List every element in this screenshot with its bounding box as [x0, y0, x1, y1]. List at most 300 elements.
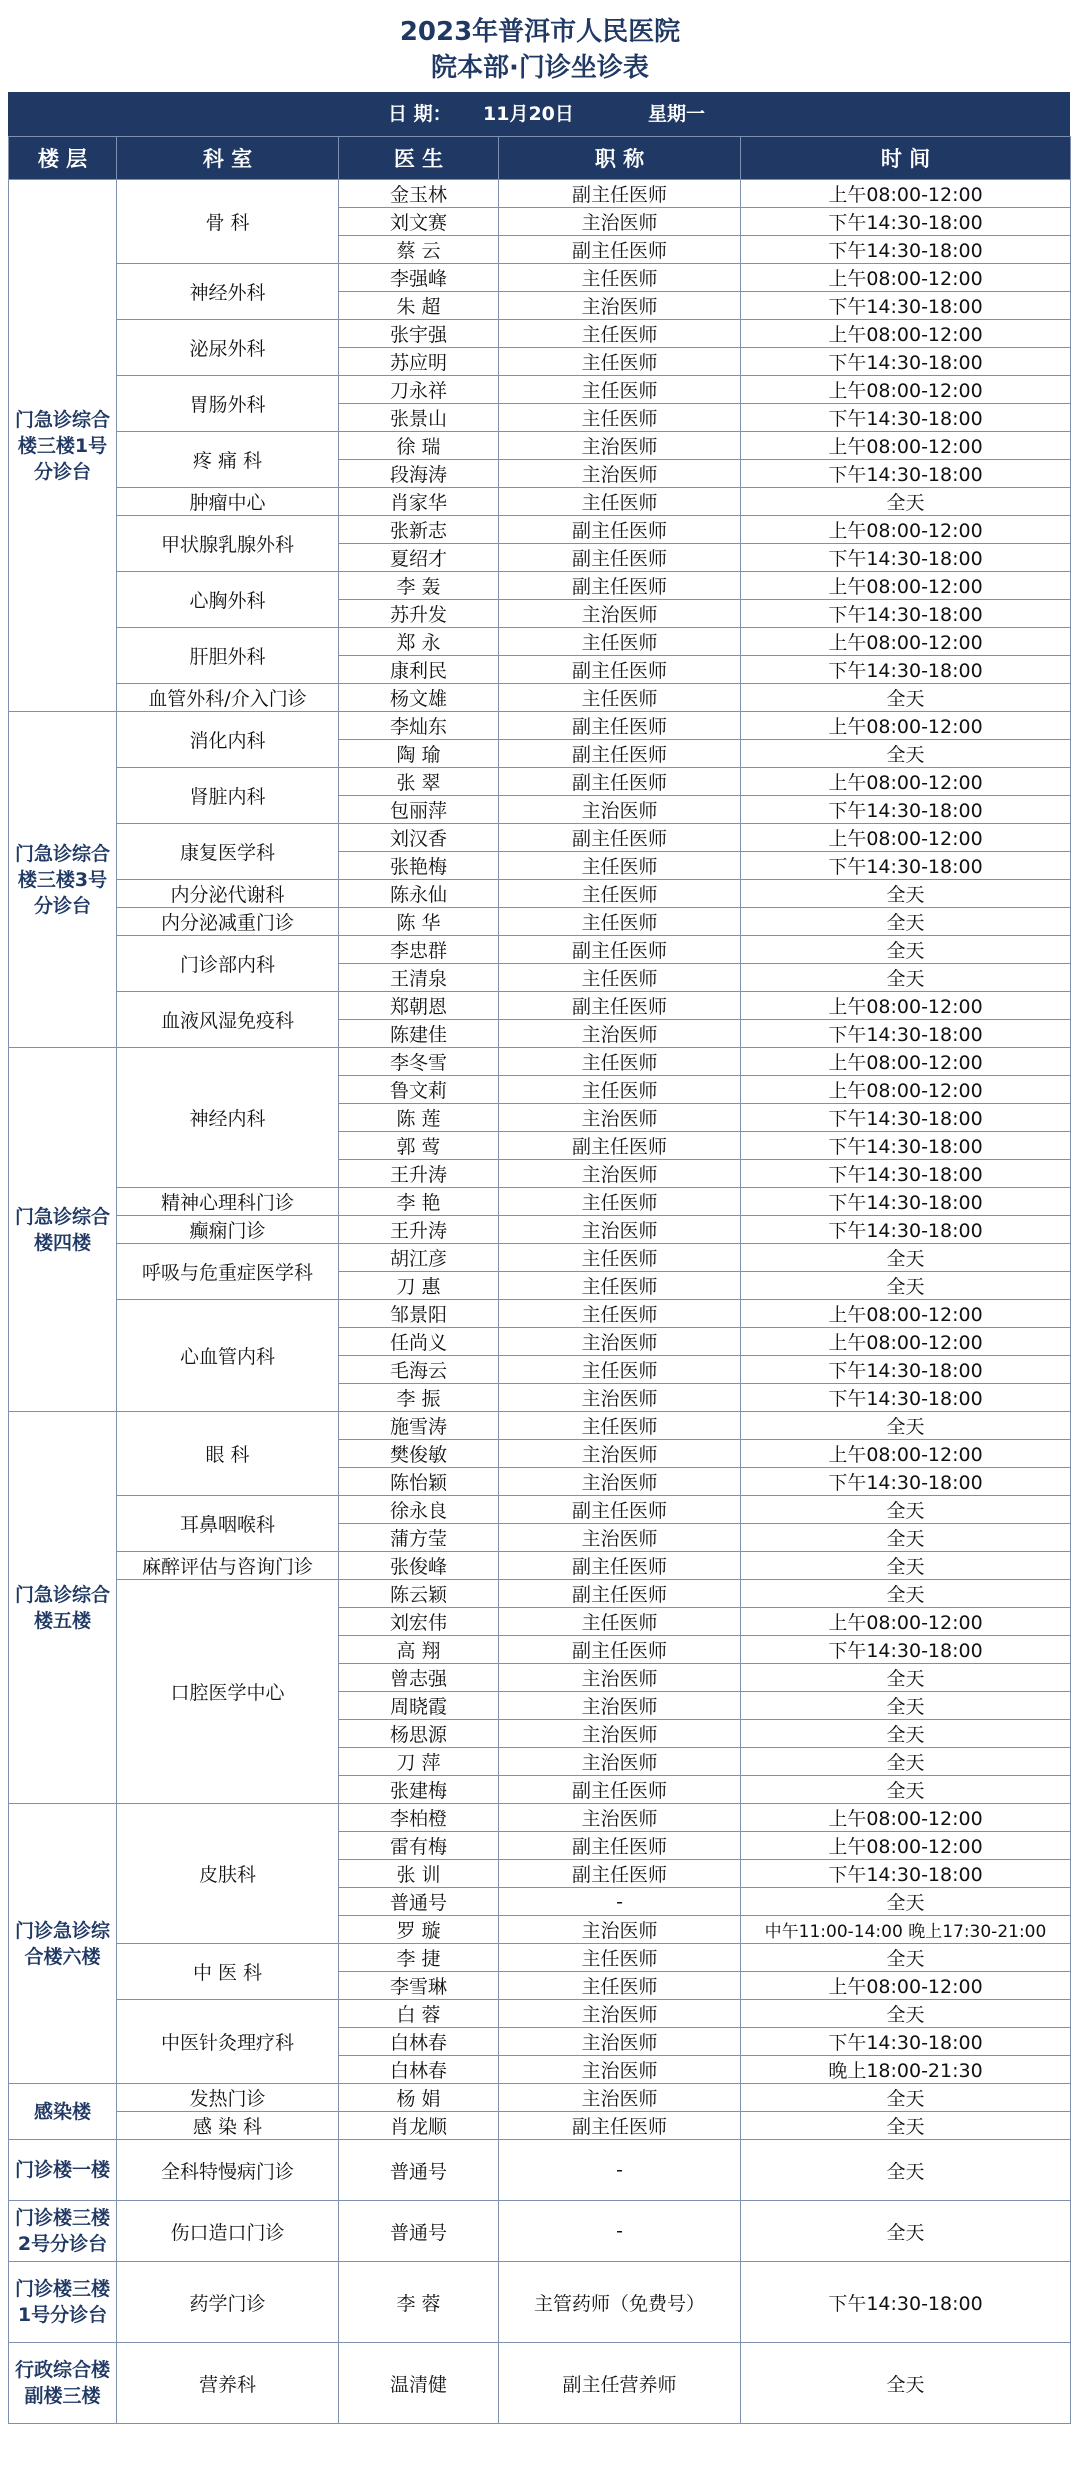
- table-row: [9, 2262, 1071, 2343]
- title-cell: 主治医师: [499, 1664, 741, 1692]
- department-cell: 感 染 科: [117, 2112, 339, 2140]
- title-cell: 副主任医师: [499, 1832, 741, 1860]
- time-cell: 全天: [741, 1552, 1071, 1580]
- title-cell: 主治医师: [499, 1328, 741, 1356]
- title-cell: 主管药师（免费号）: [499, 2262, 741, 2343]
- time-cell: 下午14:30-18:00: [741, 348, 1071, 376]
- department-cell: 骨 科: [117, 180, 339, 264]
- doctor-cell: 普通号: [339, 2201, 499, 2262]
- table-row: [9, 1244, 1071, 1272]
- table-row: [9, 936, 1071, 964]
- table-row: [9, 2343, 1071, 2424]
- table-row: [9, 1188, 1071, 1216]
- date-value: 11月20日: [483, 103, 574, 125]
- doctor-cell: 李 轰: [339, 572, 499, 600]
- title-cell: 副主任医师: [499, 572, 741, 600]
- title-cell: 副主任医师: [499, 740, 741, 768]
- time-cell: 上午08:00-12:00: [741, 1328, 1071, 1356]
- time-cell: 全天: [741, 1496, 1071, 1524]
- doctor-cell: 张俊峰: [339, 1552, 499, 1580]
- doctor-cell: 李雪琳: [339, 1972, 499, 2000]
- title-cell: 主任医师: [499, 1272, 741, 1300]
- title-cell: 主治医师: [499, 1748, 741, 1776]
- time-cell: 上午08:00-12:00: [741, 572, 1071, 600]
- title-cell: 主治医师: [499, 2028, 741, 2056]
- time-cell: 上午08:00-12:00: [741, 992, 1071, 1020]
- title-cell: 副主任医师: [499, 236, 741, 264]
- title-cell: 副主任医师: [499, 516, 741, 544]
- time-cell: 全天: [741, 2112, 1071, 2140]
- doctor-cell: 张 翠: [339, 768, 499, 796]
- title-cell: 主任医师: [499, 880, 741, 908]
- title-cell: 副主任医师: [499, 824, 741, 852]
- floor-cell: 门诊楼三楼2号分诊台: [9, 2201, 117, 2262]
- title-cell: 主任医师: [499, 964, 741, 992]
- doctor-cell: 郑 永: [339, 628, 499, 656]
- doctor-cell: 鲁文莉: [339, 1076, 499, 1104]
- table-row: [9, 2201, 1071, 2262]
- time-cell: 下午14:30-18:00: [741, 208, 1071, 236]
- weekday-label: 星期一: [648, 103, 706, 125]
- department-cell: 门诊部内科: [117, 936, 339, 992]
- doctor-cell: 雷有梅: [339, 1832, 499, 1860]
- department-cell: 甲状腺乳腺外科: [117, 516, 339, 572]
- time-cell: 下午14:30-18:00: [741, 600, 1071, 628]
- department-cell: 肿瘤中心: [117, 488, 339, 516]
- title-cell: 主任医师: [499, 1300, 741, 1328]
- title-cell: 副主任医师: [499, 992, 741, 1020]
- title-cell: 副主任医师: [499, 1580, 741, 1608]
- title-cell: 副主任医师: [499, 1132, 741, 1160]
- table-row: [9, 2084, 1071, 2112]
- title-cell: 主任医师: [499, 1048, 741, 1076]
- time-cell: 上午08:00-12:00: [741, 768, 1071, 796]
- time-cell: 下午14:30-18:00: [741, 1132, 1071, 1160]
- department-cell: 泌尿外科: [117, 320, 339, 376]
- time-cell: 晚上18:00-21:30: [741, 2056, 1071, 2084]
- doctor-cell: 康利民: [339, 656, 499, 684]
- floor-cell: 门诊急诊综合楼六楼: [9, 1804, 117, 2084]
- time-cell: 下午14:30-18:00: [741, 1104, 1071, 1132]
- department-cell: 血管外科/介入门诊: [117, 684, 339, 712]
- title-cell: 主治医师: [499, 460, 741, 488]
- title-cell: 副主任医师: [499, 1636, 741, 1664]
- title-cell: 主治医师: [499, 1468, 741, 1496]
- title-cell: 主治医师: [499, 1216, 741, 1244]
- time-cell: 下午14:30-18:00: [741, 292, 1071, 320]
- doctor-cell: 陈永仙: [339, 880, 499, 908]
- title-cell: 副主任营养师: [499, 2343, 741, 2424]
- doctor-cell: 毛海云: [339, 1356, 499, 1384]
- title-cell: 主治医师: [499, 1384, 741, 1412]
- title-cell: -: [499, 2140, 741, 2201]
- doctor-cell: 高 翔: [339, 1636, 499, 1664]
- department-cell: 胃肠外科: [117, 376, 339, 432]
- table-row: [9, 376, 1071, 404]
- doctor-cell: 刘宏伟: [339, 1608, 499, 1636]
- time-cell: 下午14:30-18:00: [741, 2262, 1071, 2343]
- doctor-cell: 金玉林: [339, 180, 499, 208]
- doctor-cell: 刘文赛: [339, 208, 499, 236]
- doctor-cell: 周晓霞: [339, 1692, 499, 1720]
- doctor-cell: 张新志: [339, 516, 499, 544]
- title-cell: 主治医师: [499, 2084, 741, 2112]
- doctor-cell: 朱 超: [339, 292, 499, 320]
- time-cell: 下午14:30-18:00: [741, 1160, 1071, 1188]
- title-cell: 主任医师: [499, 404, 741, 432]
- department-cell: 耳鼻咽喉科: [117, 1496, 339, 1552]
- department-cell: 全科特慢病门诊: [117, 2140, 339, 2201]
- doctor-cell: 李强峰: [339, 264, 499, 292]
- floor-cell: 门诊楼三楼1号分诊台: [9, 2262, 117, 2343]
- time-cell: 上午08:00-12:00: [741, 516, 1071, 544]
- time-cell: 全天: [741, 2343, 1071, 2424]
- time-cell: 全天: [741, 1244, 1071, 1272]
- time-cell: 上午08:00-12:00: [741, 1804, 1071, 1832]
- title-cell: 主任医师: [499, 1244, 741, 1272]
- title-cell: 主治医师: [499, 796, 741, 824]
- time-cell: 全天: [741, 908, 1071, 936]
- doctor-cell: 陶 瑜: [339, 740, 499, 768]
- doctor-cell: 温清健: [339, 2343, 499, 2424]
- doctor-cell: 刀永祥: [339, 376, 499, 404]
- department-cell: 伤口造口门诊: [117, 2201, 339, 2262]
- time-cell: 全天: [741, 1720, 1071, 1748]
- title-cell: 副主任医师: [499, 180, 741, 208]
- title-cell: 主任医师: [499, 488, 741, 516]
- time-cell: 全天: [741, 1412, 1071, 1440]
- time-cell: 下午14:30-18:00: [741, 1188, 1071, 1216]
- table-body: [9, 180, 1071, 2424]
- time-cell: 全天: [741, 1524, 1071, 1552]
- doctor-cell: 蔡 云: [339, 236, 499, 264]
- doctor-cell: 陈建佳: [339, 1020, 499, 1048]
- time-cell: 全天: [741, 2000, 1071, 2028]
- time-cell: 全天: [741, 880, 1071, 908]
- time-cell: 上午08:00-12:00: [741, 1300, 1071, 1328]
- doctor-cell: 刘汉香: [339, 824, 499, 852]
- title-cell: 主治医师: [499, 2000, 741, 2028]
- time-cell: 全天: [741, 964, 1071, 992]
- doctor-cell: 夏绍才: [339, 544, 499, 572]
- time-cell: 上午08:00-12:00: [741, 1608, 1071, 1636]
- page-subtitle: 院本部·门诊坐诊表: [431, 53, 649, 83]
- department-cell: 癫痫门诊: [117, 1216, 339, 1244]
- department-cell: 神经外科: [117, 264, 339, 320]
- department-cell: 内分泌代谢科: [117, 880, 339, 908]
- title-cell: 副主任医师: [499, 1860, 741, 1888]
- time-cell: 下午14:30-18:00: [741, 2028, 1071, 2056]
- department-cell: 消化内科: [117, 712, 339, 768]
- table-row: [9, 1048, 1071, 1076]
- department-cell: 疼 痛 科: [117, 432, 339, 488]
- time-cell: 全天: [741, 1776, 1071, 1804]
- time-cell: 全天: [741, 1944, 1071, 1972]
- title-cell: 主任医师: [499, 376, 741, 404]
- doctor-cell: 张建梅: [339, 1776, 499, 1804]
- title-cell: -: [499, 2201, 741, 2262]
- title-cell: 主治医师: [499, 208, 741, 236]
- table-row: [9, 1412, 1071, 1440]
- title-cell: 主任医师: [499, 852, 741, 880]
- doctor-cell: 陈怡颖: [339, 1468, 499, 1496]
- table-row: [9, 768, 1071, 796]
- doctor-cell: 张景山: [339, 404, 499, 432]
- title-cell: 副主任医师: [499, 1776, 741, 1804]
- title-cell: 主治医师: [499, 1804, 741, 1832]
- doctor-cell: 包丽萍: [339, 796, 499, 824]
- time-cell: 上午08:00-12:00: [741, 824, 1071, 852]
- doctor-cell: 郭 莺: [339, 1132, 499, 1160]
- department-cell: 康复医学科: [117, 824, 339, 880]
- doctor-cell: 张艳梅: [339, 852, 499, 880]
- time-cell: 下午14:30-18:00: [741, 656, 1071, 684]
- time-cell: 下午14:30-18:00: [741, 404, 1071, 432]
- title-cell: 主治医师: [499, 1916, 741, 1944]
- title-cell: 主治医师: [499, 1104, 741, 1132]
- doctor-cell: 苏升发: [339, 600, 499, 628]
- date-label: 日 期：: [388, 103, 452, 125]
- doctor-cell: 白林春: [339, 2028, 499, 2056]
- date-bar: [8, 92, 1070, 136]
- time-cell: 下午14:30-18:00: [741, 1216, 1071, 1244]
- doctor-cell: 李忠群: [339, 936, 499, 964]
- title-cell: 主治医师: [499, 600, 741, 628]
- time-cell: 下午14:30-18:00: [741, 544, 1071, 572]
- table-row: [9, 516, 1071, 544]
- title-cell: 主任医师: [499, 628, 741, 656]
- doctor-cell: 任尚义: [339, 1328, 499, 1356]
- time-cell: 全天: [741, 1580, 1071, 1608]
- time-cell: 全天: [741, 1748, 1071, 1776]
- doctor-cell: 段海涛: [339, 460, 499, 488]
- title-cell: 主任医师: [499, 908, 741, 936]
- title-cell: 主任医师: [499, 1944, 741, 1972]
- time-cell: 下午14:30-18:00: [741, 1356, 1071, 1384]
- doctor-cell: 徐 瑞: [339, 432, 499, 460]
- time-cell: 全天: [741, 1272, 1071, 1300]
- doctor-cell: 杨思源: [339, 1720, 499, 1748]
- doctor-cell: 普通号: [339, 2140, 499, 2201]
- time-cell: 上午08:00-12:00: [741, 264, 1071, 292]
- time-cell: 上午08:00-12:00: [741, 376, 1071, 404]
- floor-cell: 门急诊综合楼五楼: [9, 1412, 117, 1804]
- doctor-cell: 李灿东: [339, 712, 499, 740]
- title-cell: 主任医师: [499, 348, 741, 376]
- doctor-cell: 白 蓉: [339, 2000, 499, 2028]
- department-cell: 心胸外科: [117, 572, 339, 628]
- title-cell: 主任医师: [499, 1608, 741, 1636]
- department-cell: 血液风湿免疫科: [117, 992, 339, 1048]
- doctor-cell: 徐永良: [339, 1496, 499, 1524]
- table-row: [9, 712, 1071, 740]
- doctor-cell: 普通号: [339, 1888, 499, 1916]
- table-row: [9, 1216, 1071, 1244]
- doctor-cell: 樊俊敏: [339, 1440, 499, 1468]
- title-cell: 副主任医师: [499, 936, 741, 964]
- table-header-row: [9, 137, 1071, 180]
- title-cell: 主任医师: [499, 1188, 741, 1216]
- table-row: [9, 264, 1071, 292]
- time-cell: 下午14:30-18:00: [741, 1384, 1071, 1412]
- title-cell: 主治医师: [499, 1524, 741, 1552]
- table-row: [9, 572, 1071, 600]
- doctor-cell: 张宇强: [339, 320, 499, 348]
- time-cell: 下午14:30-18:00: [741, 1468, 1071, 1496]
- time-cell: 上午08:00-12:00: [741, 1440, 1071, 1468]
- column-header-floor: 楼 层: [9, 137, 117, 180]
- title-cell: 副主任医师: [499, 544, 741, 572]
- doctor-cell: 李 捷: [339, 1944, 499, 1972]
- department-cell: 眼 科: [117, 1412, 339, 1496]
- title-cell: 主任医师: [499, 1972, 741, 2000]
- doctor-cell: 苏应明: [339, 348, 499, 376]
- table-row: [9, 2000, 1071, 2028]
- floor-cell: 门急诊综合楼三楼1号分诊台: [9, 180, 117, 712]
- column-header-doctor: 医 生: [339, 137, 499, 180]
- time-cell: 全天: [741, 1692, 1071, 1720]
- department-cell: 肝胆外科: [117, 628, 339, 684]
- department-cell: 精神心理科门诊: [117, 1188, 339, 1216]
- doctor-cell: 李柏橙: [339, 1804, 499, 1832]
- doctor-cell: 陈 华: [339, 908, 499, 936]
- table-row: [9, 992, 1071, 1020]
- doctor-cell: 李 振: [339, 1384, 499, 1412]
- title-cell: 副主任医师: [499, 712, 741, 740]
- department-cell: 中 医 科: [117, 1944, 339, 2000]
- title-cell: 主治医师: [499, 1692, 741, 1720]
- column-header-time: 时 间: [741, 137, 1071, 180]
- doctor-cell: 肖家华: [339, 488, 499, 516]
- floor-cell: 感染楼: [9, 2084, 117, 2140]
- doctor-cell: 刀 萍: [339, 1748, 499, 1776]
- doctor-cell: 刀 惠: [339, 1272, 499, 1300]
- doctor-cell: 杨文雄: [339, 684, 499, 712]
- title-cell: 副主任医师: [499, 1496, 741, 1524]
- time-cell: 全天: [741, 1888, 1071, 1916]
- doctor-cell: 杨 娟: [339, 2084, 499, 2112]
- doctor-cell: 陈云颖: [339, 1580, 499, 1608]
- department-cell: 肾脏内科: [117, 768, 339, 824]
- doctor-cell: 白林春: [339, 2056, 499, 2084]
- table-row: [9, 684, 1071, 712]
- title-cell: 主治医师: [499, 1160, 741, 1188]
- doctor-cell: 郑朝恩: [339, 992, 499, 1020]
- title-cell: -: [499, 1888, 741, 1916]
- table-row: [9, 1944, 1071, 1972]
- table-row: [9, 1580, 1071, 1608]
- time-cell: 上午08:00-12:00: [741, 1076, 1071, 1104]
- department-cell: 发热门诊: [117, 2084, 339, 2112]
- table-row: [9, 908, 1071, 936]
- table-row: [9, 432, 1071, 460]
- title-cell: 副主任医师: [499, 2112, 741, 2140]
- doctor-cell: 胡江彦: [339, 1244, 499, 1272]
- table-row: [9, 880, 1071, 908]
- title-cell: 主任医师: [499, 1356, 741, 1384]
- doctor-cell: 蒲方莹: [339, 1524, 499, 1552]
- column-header-department: 科 室: [117, 137, 339, 180]
- department-cell: 麻醉评估与咨询门诊: [117, 1552, 339, 1580]
- doctor-cell: 王清泉: [339, 964, 499, 992]
- title-cell: 副主任医师: [499, 656, 741, 684]
- title-cell: 主治医师: [499, 1440, 741, 1468]
- department-cell: 皮肤科: [117, 1804, 339, 1944]
- floor-cell: 门诊楼一楼: [9, 2140, 117, 2201]
- doctor-cell: 李 蓉: [339, 2262, 499, 2343]
- department-cell: 内分泌减重门诊: [117, 908, 339, 936]
- table-row: [9, 488, 1071, 516]
- time-cell: 全天: [741, 684, 1071, 712]
- table-row: [9, 1804, 1071, 1832]
- department-cell: 中医针灸理疗科: [117, 2000, 339, 2084]
- doctor-cell: 曾志强: [339, 1664, 499, 1692]
- time-cell: 下午14:30-18:00: [741, 236, 1071, 264]
- time-cell: 上午08:00-12:00: [741, 628, 1071, 656]
- floor-cell: 门急诊综合楼四楼: [9, 1048, 117, 1412]
- title-cell: 主任医师: [499, 320, 741, 348]
- doctor-cell: 李冬雪: [339, 1048, 499, 1076]
- time-cell: 全天: [741, 1664, 1071, 1692]
- time-cell: 下午14:30-18:00: [741, 796, 1071, 824]
- time-cell: 上午08:00-12:00: [741, 1972, 1071, 2000]
- time-cell: 全天: [741, 2140, 1071, 2201]
- doctor-cell: 罗 璇: [339, 1916, 499, 1944]
- title-cell: 副主任医师: [499, 768, 741, 796]
- column-header-title: 职 称: [499, 137, 741, 180]
- time-cell: 上午08:00-12:00: [741, 320, 1071, 348]
- title-cell: 主任医师: [499, 264, 741, 292]
- time-cell: 全天: [741, 2201, 1071, 2262]
- doctor-cell: 陈 莲: [339, 1104, 499, 1132]
- doctor-cell: 施雪涛: [339, 1412, 499, 1440]
- floor-cell: 行政综合楼副楼三楼: [9, 2343, 117, 2424]
- table-row: [9, 1552, 1071, 1580]
- table-row: [9, 2112, 1071, 2140]
- time-cell: 全天: [741, 2084, 1071, 2112]
- schedule-table: [8, 136, 1071, 2424]
- title-cell: 主治医师: [499, 1020, 741, 1048]
- doctor-cell: 肖龙顺: [339, 2112, 499, 2140]
- doctor-cell: 张 训: [339, 1860, 499, 1888]
- time-cell: 全天: [741, 740, 1071, 768]
- time-cell: 下午14:30-18:00: [741, 1860, 1071, 1888]
- time-cell: 上午08:00-12:00: [741, 432, 1071, 460]
- title-cell: 主治医师: [499, 292, 741, 320]
- time-cell: 下午14:30-18:00: [741, 1636, 1071, 1664]
- doctor-cell: 邹景阳: [339, 1300, 499, 1328]
- time-cell: 全天: [741, 488, 1071, 516]
- time-cell: 上午08:00-12:00: [741, 1832, 1071, 1860]
- title-cell: 主任医师: [499, 1076, 741, 1104]
- time-cell: 上午08:00-12:00: [741, 1048, 1071, 1076]
- time-cell: 全天: [741, 936, 1071, 964]
- department-cell: 营养科: [117, 2343, 339, 2424]
- department-cell: 神经内科: [117, 1048, 339, 1188]
- department-cell: 口腔医学中心: [117, 1580, 339, 1804]
- table-row: [9, 1300, 1071, 1328]
- doctor-cell: 李 艳: [339, 1188, 499, 1216]
- time-cell: 下午14:30-18:00: [741, 460, 1071, 488]
- department-cell: 药学门诊: [117, 2262, 339, 2343]
- title-cell: 主治医师: [499, 2056, 741, 2084]
- time-cell: 下午14:30-18:00: [741, 852, 1071, 880]
- page-title: 2023年普洱市人民医院: [399, 17, 681, 47]
- title-cell: 副主任医师: [499, 1552, 741, 1580]
- table-row: [9, 1496, 1071, 1524]
- title-cell: 主任医师: [499, 1412, 741, 1440]
- floor-cell: 门急诊综合楼三楼3号分诊台: [9, 712, 117, 1048]
